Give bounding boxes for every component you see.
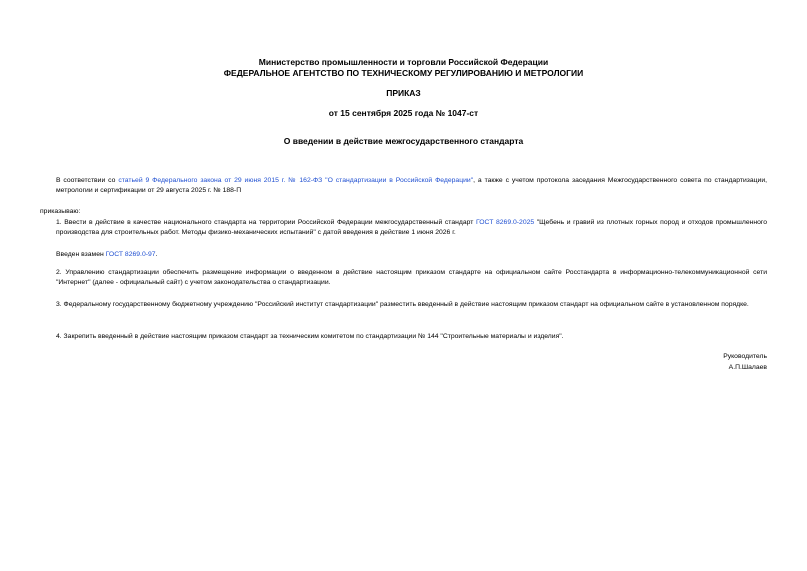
preamble-text-2: , а также с учетом протокола заседания Межгосударственного совета по стандартизации, метрологии и сертификации от 29 августа 2025 г. № 188-П bbox=[56, 177, 768, 194]
replacement-text: Введен взамен bbox=[56, 251, 106, 258]
preamble-text-1: В соответствии со bbox=[56, 177, 119, 184]
item-4-paragraph: 4. Закрепить введенный в действие настоящим приказом стандарт за техническим комитетом по стандартизации № 144 "Строительные материалы и изделия". bbox=[56, 333, 564, 340]
preamble-paragraph bbox=[56, 176, 767, 196]
item-1-text-2: "Щебень и гравий из плотных горных пород и отходов промышленного производства для строительных работ. Методы физико-механических испытаний" с датой введения в действие 1 июня 2026 г. bbox=[56, 219, 768, 236]
item-1-paragraph bbox=[56, 218, 767, 238]
replacement-paragraph bbox=[56, 250, 767, 260]
replacement-period: . bbox=[155, 251, 158, 258]
gost-8269-0-97-link[interactable]: ГОСТ 8269.0-97 bbox=[105, 251, 156, 258]
agency-title: ФЕДЕРАЛЬНОЕ АГЕНТСТВО ПО ТЕХНИЧЕСКОМУ РЕГУЛИРОВАНИЮ И МЕТРОЛОГИИ bbox=[223, 68, 584, 78]
order-word: приказываю: bbox=[40, 208, 81, 215]
item-1-text-1: 1. Ввести в действие в качестве национального стандарта на территории Российской Федерации межгосударственный стандарт bbox=[56, 219, 476, 226]
signatory-name: А.П.Шалаев bbox=[728, 364, 767, 371]
ministry-title: Министерство промышленности и торговли Российской Федерации bbox=[258, 57, 549, 67]
document-subject: О введении в действие межгосударственного стандарта bbox=[283, 136, 524, 146]
item-3-paragraph: 3. Федеральному государственному бюджетному учреждению "Российский институт стандартизации" разместить введенный в действие настоящим приказом стандарт на официальном сайте в установленном порядке. bbox=[56, 301, 749, 308]
federal-law-link[interactable]: статьей 9 Федерального закона от 29 июня 2015 г. № 162-ФЗ "О стандартизации в Российской Федерации" bbox=[118, 177, 474, 184]
gost-8269-0-2025-link[interactable]: ГОСТ 8269.0-2025 bbox=[475, 219, 535, 226]
date-and-number: от 15 сентября 2025 года № 1047-ст bbox=[328, 108, 479, 118]
document-type: ПРИКАЗ bbox=[386, 88, 421, 98]
item-2-paragraph: 2. Управлению стандартизации обеспечить размещение информации о введенном в действие настоящим приказом стандарте на официальном сайте Росстандарта в информационно-телекоммуникационной сети "Интернет" (далее - официальный сайт) с учетом законодательства о стандартизации. bbox=[56, 269, 767, 286]
signatory-role: Руководитель bbox=[723, 353, 767, 360]
